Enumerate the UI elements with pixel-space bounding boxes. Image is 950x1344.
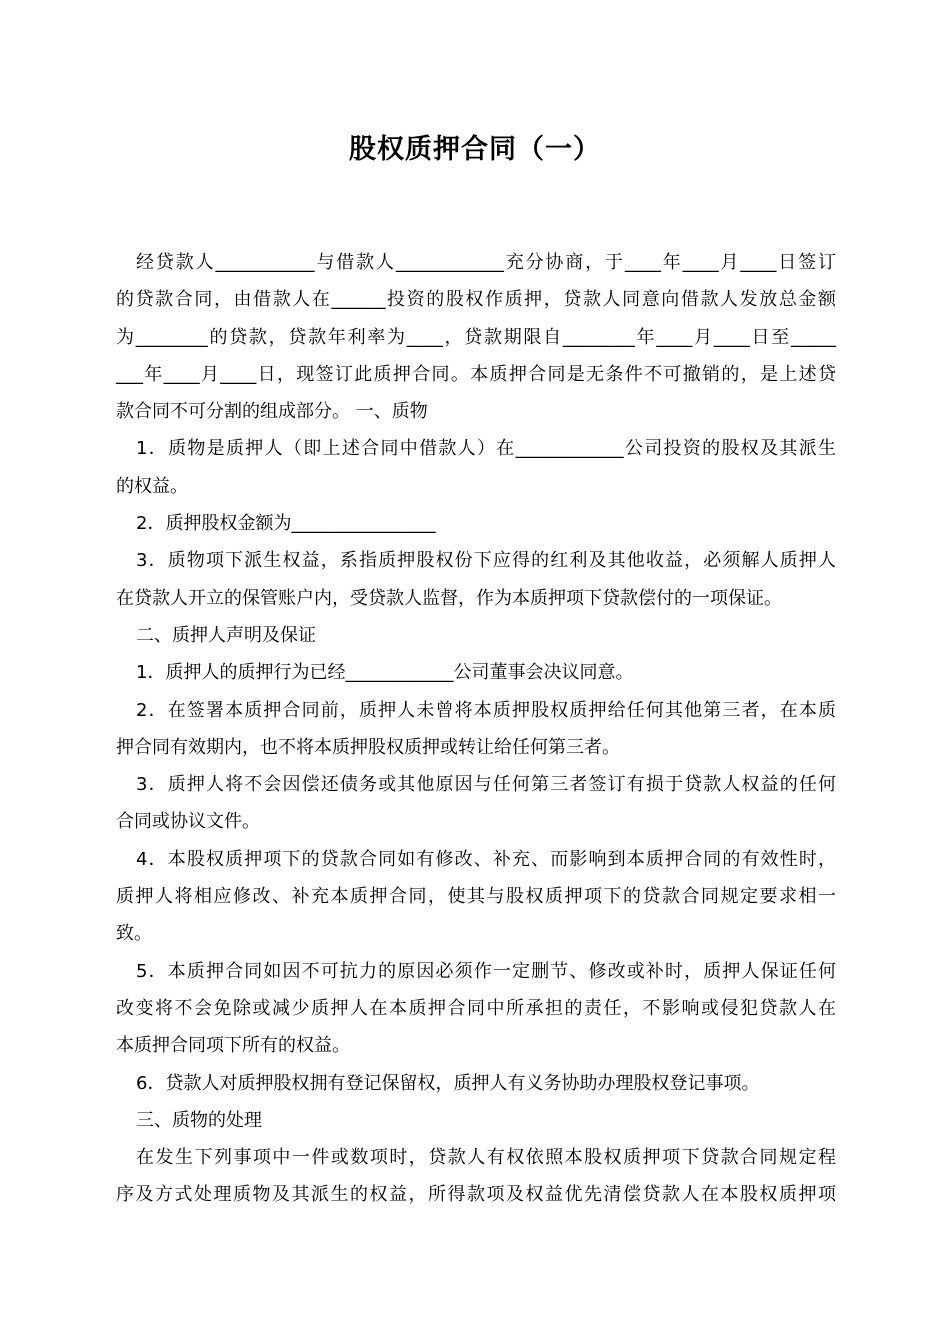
- clause-line: 致。: [116, 923, 152, 945]
- clause-line: 合同或协议文件。: [116, 811, 260, 833]
- clause-2-1: [116, 654, 836, 691]
- clause-2-3: [116, 766, 836, 841]
- document-body: [116, 244, 836, 1214]
- intro-line: 的贷款合同，由借款人在______投资的股权作质押，贷款人同意向借款人发放总金额: [116, 289, 836, 311]
- clause-line: 2．在签署本质押合同前，质押人未曾将本质押股权质押给任何其他第三者，在本质: [136, 699, 836, 721]
- intro-line: 为________的贷款，贷款年利率为____，贷款期限自________年____月____日至_____: [116, 326, 836, 348]
- clause-1-1: [116, 430, 836, 505]
- intro-line: 款合同不可分割的组成部分。 一、质物: [116, 401, 428, 423]
- clause-line: 6．贷款人对质押股权拥有登记保留权，质押人有义务协助办理股权登记事项。: [136, 1072, 760, 1094]
- clause-line: 本质押合同项下所有的权益。: [116, 1035, 350, 1057]
- clause-line: 质押人将相应修改、补充本质押合同，使其与股权质押项下的贷款合同规定要求相一: [116, 886, 836, 908]
- clause-line: 押合同有效期内，也不将本质押股权质押或转让给任何第三者。: [116, 736, 620, 758]
- clause-line: 在发生下列事项中一件或数项时，贷款人有权依照本股权质押项下贷款合同规定程: [136, 1147, 836, 1169]
- clause-line: 1．质押人的质押行为已经____________公司董事会决议同意。: [136, 662, 634, 684]
- clause-1-3: [116, 542, 836, 617]
- clause-line: 4．本股权质押项下的贷款合同如有修改、补充、而影响到本质押合同的有效性时，: [136, 848, 836, 870]
- clause-line: 2．质押股权金额为________________: [136, 513, 436, 535]
- clause-line: 改变将不会免除或减少质押人在本质押合同中所承担的责任，不影响或侵犯贷款人在: [116, 997, 836, 1019]
- clause-1-2: [116, 505, 836, 542]
- clause-line: 5．本质押合同如因不可抗力的原因必须作一定删节、修改或补时，质押人保证任何: [136, 960, 836, 982]
- clause-line: 的权益。: [116, 475, 188, 497]
- clause-line: 3．质押人将不会因偿还债务或其他原因与任何第三者签订有损于贷款人权益的任何: [136, 774, 836, 796]
- section-2-heading: 二、质押人声明及保证: [136, 624, 316, 646]
- intro-line: 经贷款人___________与借款人____________充分协商，于____年____月____日签订: [136, 252, 836, 273]
- clause-2-5: [116, 953, 836, 1065]
- clause-2-4: [116, 841, 836, 953]
- document-title: 股权质押合同（一）: [349, 134, 601, 165]
- clause-line: 在贷款人开立的保管账户内，受贷款人监督，作为本质押项下贷款偿付的一项保证。: [116, 587, 782, 609]
- section-3-heading: 三、质物的处理: [136, 1109, 262, 1131]
- section-3-paragraph: [116, 1139, 836, 1214]
- clause-line: 3．质物项下派生权益，系指质押股权份下应得的红利及其他收益，必须解人质押人: [136, 550, 836, 572]
- clause-line: 序及方式处理质物及其派生的权益，所得款项及权益优先清偿贷款人在本股权质押项: [116, 1184, 836, 1206]
- clause-line: 1．质物是质押人（即上述合同中借款人）在____________公司投资的股权及其派生: [136, 438, 836, 460]
- intro-paragraph: [116, 244, 836, 430]
- clause-2-6: [116, 1065, 836, 1102]
- intro-line: ___年____月____日，现签订此质押合同。本质押合同是无条件不可撤销的，是上述贷: [116, 363, 836, 385]
- clause-2-2: [116, 692, 836, 767]
